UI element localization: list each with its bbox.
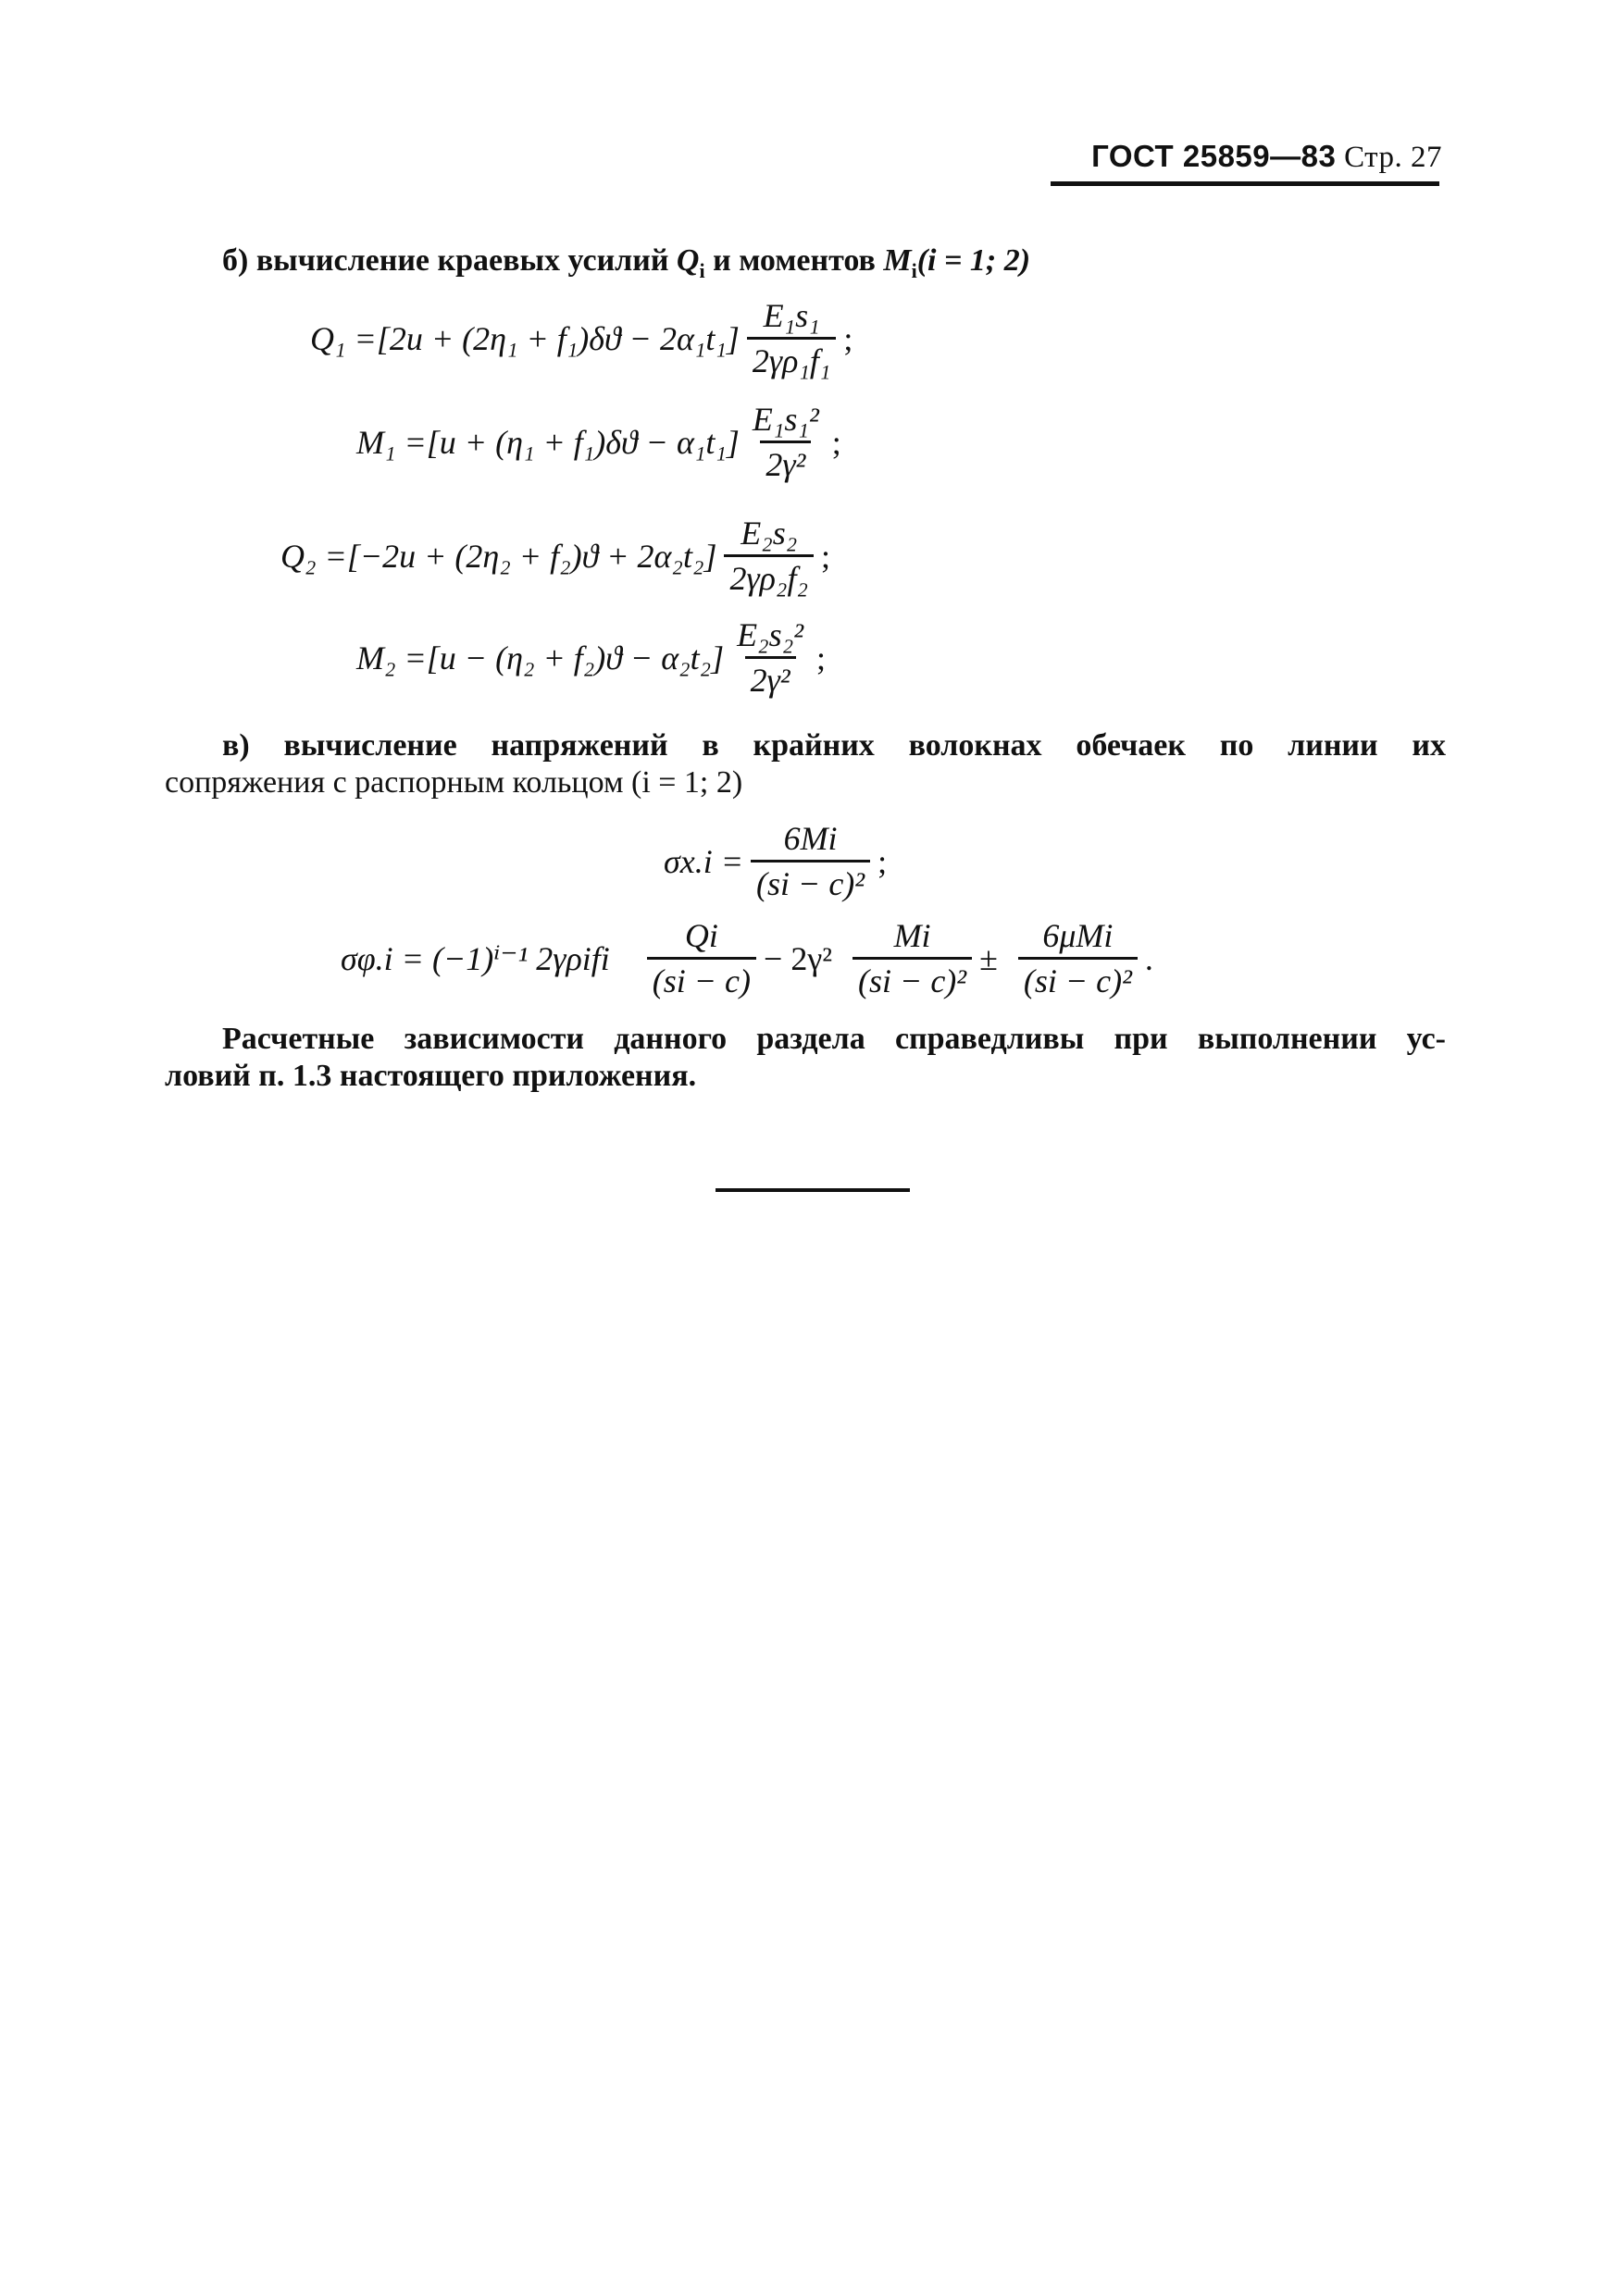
closing-line-1 — [222, 1021, 1446, 1058]
formula-q1-fraction — [747, 296, 837, 380]
section-end-rule — [716, 1188, 910, 1192]
section-v-line-1 — [222, 727, 1446, 764]
formula-m2-lhs: M₂ = — [356, 639, 427, 676]
sigma-x-denominator: (si − c)² — [751, 860, 870, 903]
formula-q2-numerator: E₂s₂ — [741, 515, 798, 552]
formula-q2 — [280, 514, 830, 598]
sigma-x-lhs: σx.i = — [664, 842, 744, 880]
formula-m1-denominator: 2γ² — [760, 441, 811, 484]
formula-sigma-phi — [341, 916, 1153, 1000]
formula-m1-lhs: M₁ = — [356, 423, 427, 461]
sigma-phi-pm: ± — [979, 939, 998, 977]
formula-m1-numerator: E₁s₁² — [752, 401, 819, 438]
sigma-phi-f2-numerator: Mi — [893, 917, 931, 954]
page-number: Стр. 27 — [1344, 141, 1442, 174]
formula-m1 — [356, 400, 841, 484]
standard-number: ГОСТ 25859—83 — [1091, 139, 1337, 173]
section-v-text-2: сопряжения с распорным кольцом (i = 1; 2) — [165, 765, 743, 800]
formula-m1-body: [u + (η₁ + f₁)δϑ − α₁t₁] — [426, 423, 740, 461]
formula-q2-denominator: 2γρ₂f₂ — [724, 554, 814, 598]
formula-m2-end: ; — [816, 639, 827, 676]
header-rule — [1051, 181, 1439, 186]
sigma-x-fraction — [751, 819, 870, 903]
formula-q1-body: [2u + (2η₁ + f₁)δϑ − 2α₁t₁] — [376, 319, 740, 357]
formula-q1-numerator: E₁s₁ — [763, 297, 820, 334]
q-variable: Q — [676, 243, 700, 278]
formula-q2-lhs: Q₂ = — [280, 537, 347, 575]
formula-m2-body: [u − (η₂ + f₂)ϑ − α₂t₂] — [426, 639, 725, 676]
conjunction: и моментов — [713, 243, 876, 278]
sigma-phi-fraction-2 — [853, 916, 972, 1000]
formula-m2-denominator: 2γ² — [745, 656, 796, 700]
sigma-phi-fraction-1 — [647, 916, 756, 1000]
sigma-phi-f2-denominator: (si − c)² — [853, 957, 972, 1000]
section-v-text-1: в) вычисление напряжений в крайних волокнах обечаек по линии их — [222, 728, 1446, 763]
m-subscript: i — [911, 258, 917, 282]
formula-q1-lhs: Q₁ = — [310, 319, 377, 357]
formula-m1-fraction — [747, 400, 825, 484]
formula-q1-end: ; — [843, 319, 853, 357]
section-b-prefix: б) вычисление краевых усилий — [222, 243, 669, 278]
formula-sigma-x — [664, 819, 887, 903]
sigma-phi-mid: − 2γ² — [764, 939, 833, 977]
m-variable: M — [883, 243, 912, 278]
index-condition: (i = 1; 2) — [916, 243, 1031, 278]
closing-text-1: Расчетные зависимости данного раздела справедливы при выполнении ус- — [222, 1022, 1446, 1056]
section-b-heading — [222, 242, 1030, 290]
formula-m2-fraction — [731, 615, 809, 700]
closing-line-2 — [165, 1058, 696, 1095]
formula-q2-body: [−2u + (2η₂ + f₂)ϑ + 2α₂t₂] — [346, 537, 717, 575]
sigma-phi-lhs: σφ.i = (−1)ⁱ⁻¹ 2γρifi — [341, 939, 610, 977]
sigma-phi-fraction-3 — [1018, 916, 1138, 1000]
formula-m2-numerator: E₂s₂² — [737, 616, 803, 653]
sigma-phi-f3-numerator: 6μMi — [1042, 917, 1114, 954]
q-subscript: i — [699, 258, 705, 282]
formula-q2-end: ; — [820, 537, 830, 575]
sigma-phi-f1-denominator: (si − c) — [647, 957, 756, 1000]
page-header — [1091, 139, 1442, 175]
formula-q2-fraction — [724, 514, 814, 598]
formula-q1-denominator: 2γρ₁f₁ — [747, 337, 837, 380]
formula-m2 — [356, 615, 826, 700]
sigma-phi-f3-denominator: (si − c)² — [1018, 957, 1138, 1000]
closing-text-2: ловий п. 1.3 настоящего приложения. — [165, 1059, 697, 1093]
formula-q1 — [310, 296, 853, 380]
sigma-phi-f1-numerator: Qi — [684, 917, 718, 954]
sigma-x-end: ; — [877, 842, 888, 880]
formula-m1-end: ; — [831, 423, 841, 461]
sigma-phi-end: . — [1144, 939, 1153, 977]
section-v-line-2 — [165, 764, 742, 801]
sigma-x-numerator: 6Mi — [783, 820, 838, 857]
